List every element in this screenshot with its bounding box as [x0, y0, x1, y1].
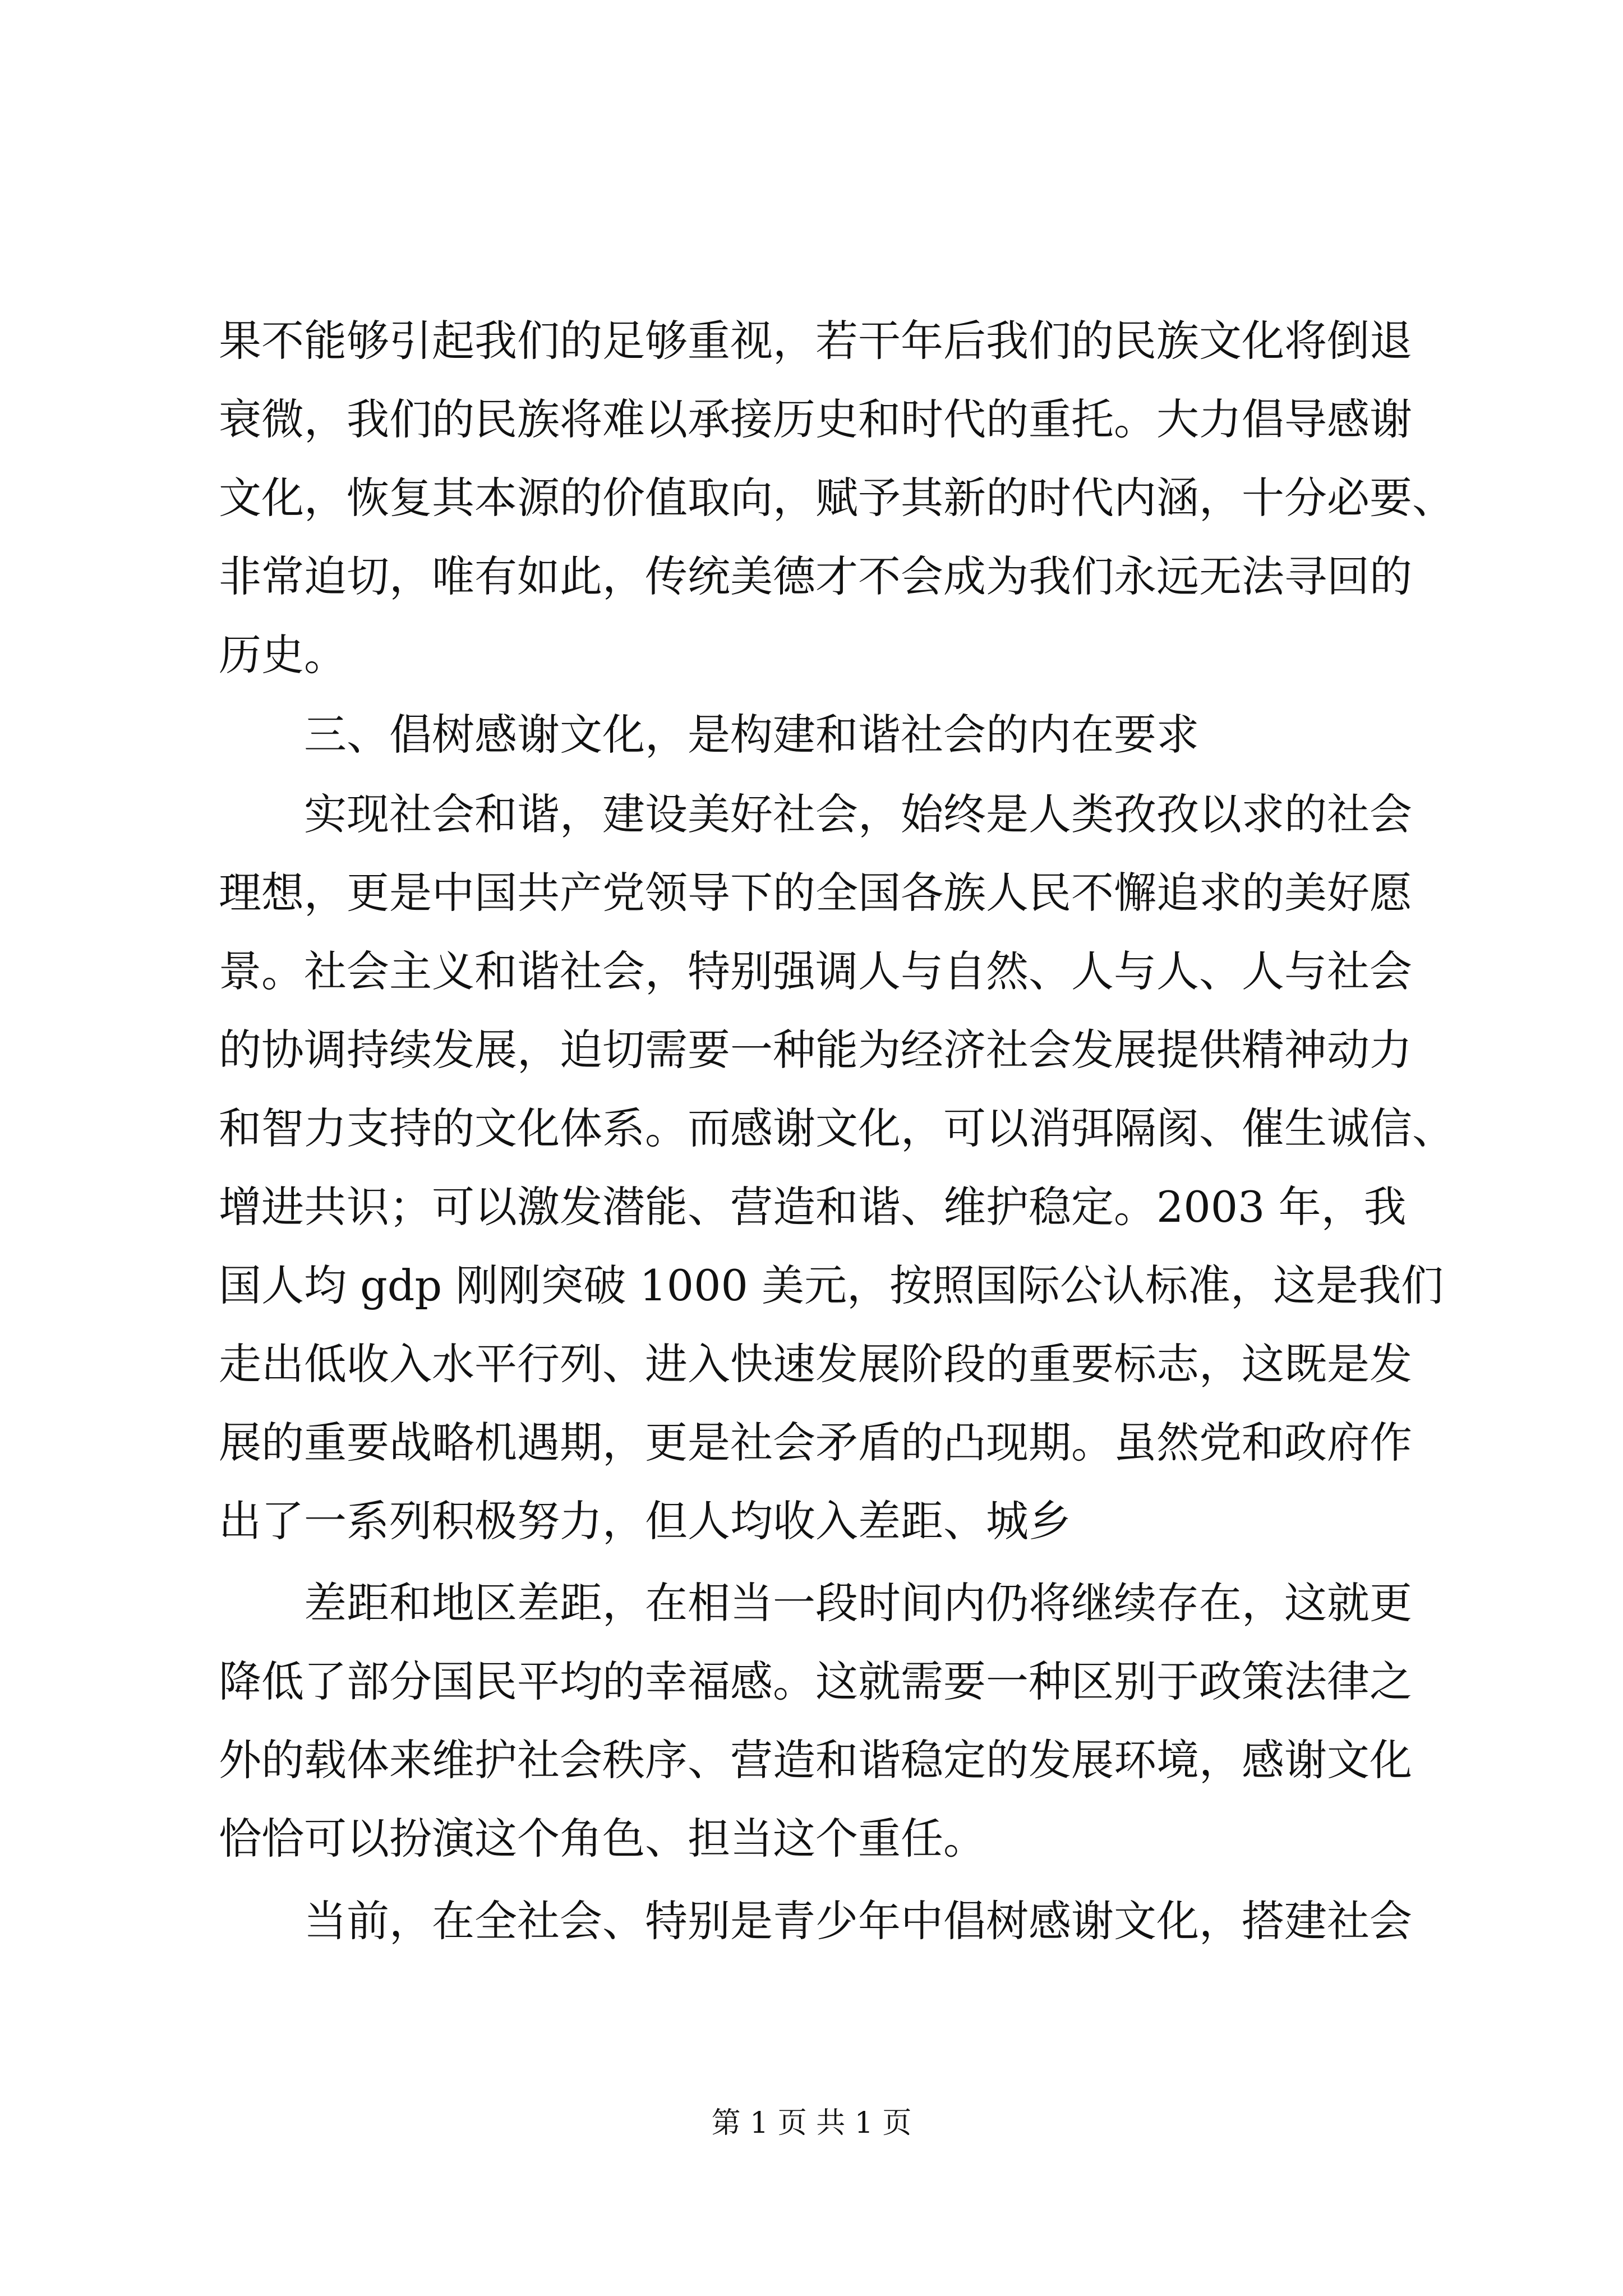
- body-text-line: 果不能够引起我们的足够重视，若干年后我们的民族文化将倒退: [219, 316, 1412, 366]
- body-text-line: 历史。: [219, 630, 347, 680]
- body-text-line: 增进共识；可以激发潜能、营造和谐、维护稳定。2003 年，我: [219, 1182, 1407, 1232]
- page-footer: 第 1 页 共 1 页: [711, 2106, 912, 2140]
- section-heading: 三、倡树感谢文化，是构建和谐社会的内在要求: [304, 710, 1199, 760]
- body-text-line: 理想，更是中国共产党领导下的全国各族人民不懈追求的美好愿: [219, 868, 1412, 918]
- body-text-line: 实现社会和谐，建设美好社会，始终是人类孜孜以求的社会: [304, 789, 1412, 839]
- body-text-line: 出了一系列积极努力，但人均收入差距、城乡: [219, 1496, 1071, 1546]
- body-text-line: 差距和地区差距，在相当一段时间内仍将继续存在，这就更: [304, 1578, 1412, 1628]
- body-text-line: 外的载体来维护社会秩序、营造和谐稳定的发展环境，感谢文化: [219, 1735, 1412, 1785]
- body-text-line: 国人均 gdp 刚刚突破 1000 美元，按照国际公认标准，这是我们: [219, 1260, 1444, 1310]
- body-text-line: 景。社会主义和谐社会，特别强调人与自然、人与人、人与社会: [219, 946, 1412, 996]
- body-text-line: 恰恰可以扮演这个角色、担当这个重任。: [219, 1814, 986, 1864]
- body-text-line: 文化，恢复其本源的价值取向，赋予其新的时代内涵，十分必要、: [219, 473, 1455, 523]
- body-text-line: 衰微，我们的民族将难以承接历史和时代的重托。大力倡导感谢: [219, 394, 1412, 444]
- body-text-line: 走出低收入水平行列、进入快速发展阶段的重要标志，这既是发: [219, 1339, 1412, 1389]
- body-text-line: 降低了部分国民平均的幸福感。这就需要一种区别于政策法律之: [219, 1657, 1412, 1706]
- body-text-line: 和智力支持的文化体系。而感谢文化，可以消弭隔阂、催生诚信、: [219, 1103, 1455, 1153]
- body-text-line: 展的重要战略机遇期，更是社会矛盾的凸现期。虽然党和政府作: [219, 1418, 1412, 1467]
- body-text-line: 当前，在全社会、特别是青少年中倡树感谢文化，搭建社会: [304, 1896, 1412, 1946]
- body-text-line: 的协调持续发展，迫切需要一种能为经济社会发展提供精神动力: [219, 1025, 1412, 1075]
- body-text-line: 非常迫切，唯有如此，传统美德才不会成为我们永远无法寻回的: [219, 551, 1412, 601]
